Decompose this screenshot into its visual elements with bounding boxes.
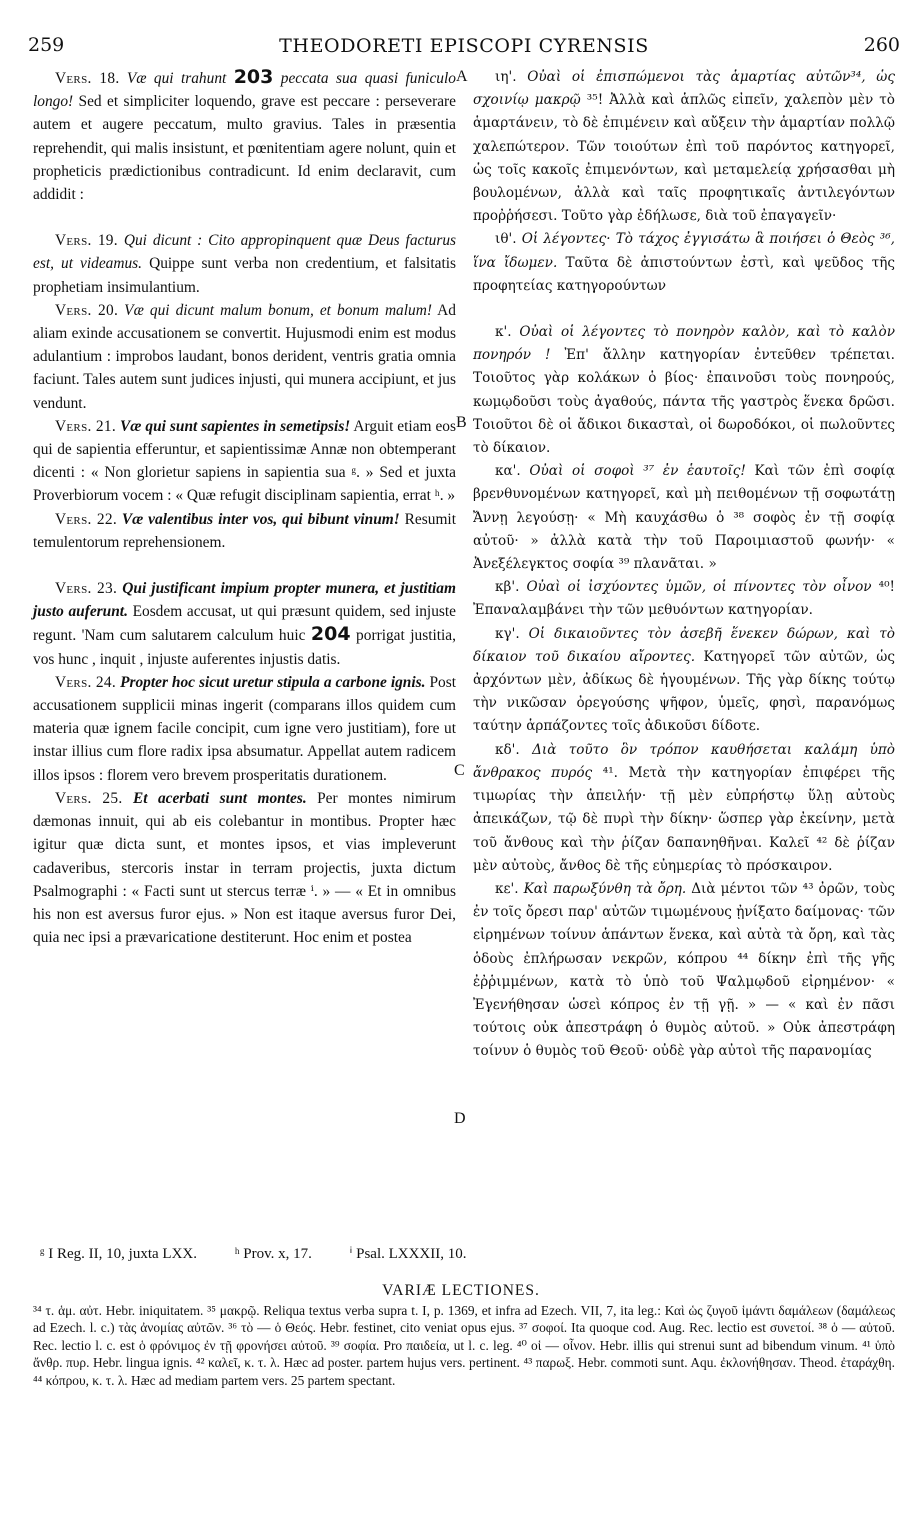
verse-label: Vers. 22. bbox=[55, 510, 117, 528]
variae-lectiones-text: ³⁴ τ. ἁμ. αὐτ. Hebr. iniquitatem. ³⁵ μακρῷ. Reliqua textus verba supra t. I, p. 1369, et infra ad Ezech. VII, 7, ita leg.: Καὶ ὡς ζυγοῦ ἱμάντι δαμάλεων (δαμάλεως ad Ezech. l. c.) τὰς ἀνομίας αὐτῶν. ³⁶ τὸ — ὁ Θεός. Hebr. festinet, cito veniat opus ejus. ³⁷ σοφοί. Ita quoque cod. Aug. Rec. lectio est συνετοί. ³⁸ ὁ — αὐτοῦ. Rec. lectio l. c. est ὁ φρόνιμος ἐν τῇ φρονήσει αὐτοῦ. ³⁹ σοφία. Pro παιδεία, ut l. c. leg. ⁴⁰ οἱ — οἶνον. Hebr. illis qui strenui sunt ad bibendum vinum. ⁴¹ ὑπὸ ἄνθρ. πυρ. Hebr. lingua ignis. ⁴² καλεῖ, κ. τ. λ. Hæc ad poster. partem hujus vers. pertinent. ⁴³ παρωξ. Hebr. commoti sunt. Aqu. ἐκλονήθησαν. Theod. ἐταράχθη. ⁴⁴ κόπρου, κ. τ. λ. Hæc ad mediam partem vers. 25 partem spectant. bbox=[33, 1303, 895, 1388]
commentary-text: Διὰ μέντοι τῶν ⁴³ ὀρῶν, τοὺς ἐν τοῖς ὄρεσι παρ' αὐτῶν τιμωμένους ᾐνίξατο δαίμονας· τῶν εἰρημένων τοίνυν ἁπάντων ἕνεκα, καὶ αὐτὰ τὰ ὄρη, καὶ τὰς ὁδοὺς ἐπλήρωσαν νεκρῶν, κόπρου ⁴⁴ δίκην ἐπὶ τῆς γῆς ἐῤῥιμμένων, κατὰ τὸ ὑπὸ τοῦ Ψαλμῳδοῦ εἰρημένον· « Ἐγενήθησαν ὡσεὶ κόπρος ἐν τῇ γῇ. » — « καὶ ἐν πᾶσι τούτοις οὐκ ἀπεστράφη ὁ θυμὸς αὐτοῦ. » Οὐκ ἀπεστράφη τοίνυν ὁ θυμὸς τοῦ Θεοῦ· οὐδὲ γὰρ αὐτοὶ τῆς παρανομίας bbox=[473, 880, 895, 1060]
lemma-text: Væ qui trahunt bbox=[126, 70, 227, 87]
verse-number: κα'. bbox=[495, 463, 521, 480]
verse-number: κ'. bbox=[495, 324, 512, 341]
running-title: THEODORETI EPISCOPI CYRENSIS bbox=[279, 35, 649, 57]
greek-verse-25 bbox=[473, 878, 895, 1064]
lemma-text: Οὐαὶ οἱ ἐπισπώμενοι τὰς ἁμαρτίας αὐτῶν³⁴, ὡς σχοινίῳ μακρῷ bbox=[473, 69, 895, 109]
footnote-g: ᵍ I Reg. II, 10, juxta LXX. bbox=[40, 1246, 197, 1262]
greek-verse-24 bbox=[473, 739, 895, 878]
greek-verse-20 bbox=[473, 321, 895, 460]
commentary-text: Post accusationem supplicii minas ingerit (comparans illos quidem cum materia quæ ignem facile concipit, cum igne vero justitiam), fore ut instar illius cum flore radix ipsa absumatur. Appellat autem radicem illos ipsos : florem vero brevem prosperitatis durationem. bbox=[33, 673, 456, 784]
greek-column bbox=[473, 66, 895, 1064]
footnote-i: ⁱ Psal. LXXXII, 10. bbox=[349, 1246, 467, 1262]
verse-label: Vers. 24. bbox=[55, 673, 117, 691]
verse-number: κγ'. bbox=[495, 625, 520, 642]
verse-number: κβ'. bbox=[495, 579, 520, 596]
verse-label: Vers. 21. bbox=[55, 417, 117, 435]
variae-lectiones-heading: VARIÆ LECTIONES. bbox=[382, 1282, 540, 1299]
commentary-text: ³⁵! Ἀλλὰ καὶ ἁπλῶς εἰπεῖν, χαλεπὸν μὲν τὸ ἁμαρτάνειν, τὸ δὲ ἐπιμένειν καὶ αὔξειν τὴν ἁμαρτίαν πολλῷ χαλεπώτερον. Τῶν τοιούτων ἐπὶ τοῦ παρόντος κατηγορεῖ, ὡς τοῖς κακοῖς ἐπιμενόντων, καὶ μεταμελείᾳ χρήσασθαι μὴ βουλομένων, ἀλλὰ καὶ ταῖς προφητικαῖς ἀντιλεγόντων προῤῥήσεσι. Τοῦτο γὰρ ἐδήλωσε, διὰ τοῦ ἐπαγαγεῖν· bbox=[473, 92, 895, 225]
verse-number: κδ'. bbox=[495, 741, 520, 758]
greek-verse-19 bbox=[473, 228, 895, 298]
commentary-text: Ταῦτα δὲ ἀπιστούντων ἐστὶ, καὶ ψεῦδος τῆς προφητείας κατηγορούντων bbox=[473, 254, 895, 294]
lemma-text: Οἱ δικαιοῦντες τὸν ἀσεβῆ ἕνεκεν δώρων, καὶ τὸ δίκαιον τοῦ δικαίου αἴροντες. bbox=[473, 625, 895, 665]
lemma-text: Propter hoc sicut uretur stipula a carbone ignis. bbox=[120, 673, 426, 691]
column-marker-b: B bbox=[456, 414, 467, 431]
lemma-text: peccata sua quasi funiculo longo! bbox=[33, 70, 456, 111]
scripture-footnotes bbox=[40, 1244, 501, 1263]
commentary-text: ⁴⁰! Ἐπαναλαμβάνει τὴν τῶν μεθυόντων κατηγορίαν. bbox=[473, 579, 896, 619]
lemma-text: Væ qui dicunt malum bonum, et bonum malum! bbox=[124, 301, 432, 319]
commentary-text: Ἐπ' ἄλλην κατηγορίαν ἐντεῦθεν τρέπεται. Τοιοῦτος γὰρ κολάκων ὁ βίος· ἐπαινοῦσι τοὺς πονηρούς, κωμῳδοῦσι τοὺς ἀγαθούς, πάντα τῆς γαστρὸς ἕνεκα δρῶσι. Τοιοῦτοι δὲ οἱ ἄδικοι δικασταὶ, οἱ δωροδόκοι, οἱ πωλοῦντες τὸ δίκαιον. bbox=[473, 347, 895, 457]
commentary-text: Per montes nimirum dæmonas innuit, qui ab eis colebantur in montibus. Propter hæc igitur quæ dicta sunt, et montes ipsos, et vias impleverunt cadaveribus, stercoris instar in terram projectis, juxta dictum Psalmographi : « Facti sunt ut stercus terræ ⁱ. » — « Et in omnibus his non est aversus furor ejus. » Non est itaque aversus furor Dei, quia nec ipsi a prævaricatione destiterunt. Hoc enim et postea bbox=[33, 789, 456, 947]
latin-column bbox=[33, 66, 456, 949]
latin-verse-24 bbox=[33, 671, 456, 787]
column-marker-d: D bbox=[454, 1110, 466, 1127]
verse-number: ιη'. bbox=[495, 69, 517, 85]
commentary-text: ⁴¹. Μετὰ τὴν κατηγορίαν ἐπιφέρει τῆς τιμωρίας τὴν ἀπειλήν· τῇ μὲν εὐπρήστῳ ὕλῃ αὐτοὺς ἀπεικάζων, τῷ δὲ πυρὶ τὴν δίκην· ὥσπερ γὰρ ἐκείνην, μετὰ τοῦ ἄνθους καὶ τὴν ῥίζαν δαπανηθῆναι. Καλεῖ ⁴² δὲ ῥίζαν μὲν αὐτοὺς, ἄνθος δὲ τῆς εὐημερίας τὸ πρόσκαιρον. bbox=[473, 764, 895, 874]
lemma-text: Qui dicunt : Cito appropinquent quæ Deus facturus est, ut videamus. bbox=[33, 232, 456, 273]
verse-label: Vers. 23. bbox=[55, 580, 118, 598]
latin-verse-23 bbox=[33, 577, 456, 671]
greek-verse-23 bbox=[473, 623, 895, 739]
commentary-text: porrigat justitia, vos hunc , inquit , injuste auferentes injustis datis. bbox=[33, 627, 456, 668]
page-number-left: 259 bbox=[28, 34, 65, 56]
verse-label: Vers. 25. bbox=[55, 789, 123, 807]
lemma-text: Qui justificant impium propter munera, et justitiam justo auferunt. bbox=[33, 580, 456, 621]
column-number: 203 bbox=[233, 66, 274, 88]
latin-verse-21 bbox=[33, 415, 456, 508]
lemma-text: Καὶ παρωξύνθη τὰ ὄρη. bbox=[523, 880, 687, 897]
commentary-text: Arguit etiam eos qui de sapientia efferuntur, et sapientissimæ Annæ non obtemperant dicenti : « Non glorietur sapiens in sapientia sua ᵍ. » Sed et juxta Proverbiorum vocem : « Quæ refugit disciplinam sapientia, errat ʰ. » bbox=[33, 417, 456, 505]
commentary-text: Resumit temulentorum reprehensionem. bbox=[33, 510, 456, 551]
commentary-text: Quippe sunt verba non credentium, et falsitatis prophetiam insimulantium. bbox=[33, 255, 456, 296]
commentary-text: Eosdem accusat, ut qui præsunt quidem, sed injuste regunt. 'Nam cum salutarem calculum huic bbox=[33, 603, 456, 645]
commentary-text: Sed et simpliciter loquendo, grave est peccare : perseverare autem et augere peccatum, multo gravius. Tales in præsentia reprehendit, qui malis insistunt, et pœnitentiam agere nolunt, quin et propheticis prædictionibus contradicunt. Id enim declaravit, cum addidit : bbox=[33, 93, 456, 204]
commentary-text: Κατηγορεῖ τῶν αὐτῶν, ὡς ἀρχόντων μὲν, ἀδίκως δὲ ἡγουμένων. Τῆς γὰρ δίκης τούτῳ τὴν νικῶσαν ὀρεγούσης ψῆφον, ὑμεῖς, φησὶ, παρανόμως ταύτην ἁρπάζοντες τοῖς ἀδικοῦσι δίδοτε. bbox=[473, 648, 895, 735]
column-marker-a: A bbox=[456, 68, 468, 85]
lemma-text: Οὐαὶ οἱ ἰσχύοντες ὑμῶν, οἱ πίνοντες τὸν οἶνον bbox=[526, 579, 872, 596]
commentary-text: Καὶ τῶν ἐπὶ σοφίᾳ βρενθυνομένων κατηγορεῖ, καὶ μὴ πειθομένων τῇ σοφωτάτῃ Ἄννῃ λεγούσῃ· « Μὴ καυχάσθω ὁ ³⁸ σοφὸς ἐν τῇ σοφίᾳ αὐτοῦ· » ἀλλὰ κατὰ τὴν τοῦ Παροιμιαστοῦ φωνήν· « Ἀνεξέλεγκτος σοφία ³⁹ πλανᾶται. » bbox=[473, 463, 895, 573]
lemma-text: Væ valentibus inter vos, qui bibunt vinum! bbox=[121, 510, 400, 528]
latin-verse-25 bbox=[33, 787, 456, 949]
latin-verse-18 bbox=[33, 66, 456, 206]
lemma-text: Διὰ τοῦτο ὃν τρόπον καυθήσεται καλάμη ὑπὸ ἄνθρακος πυρός bbox=[473, 741, 895, 781]
latin-verse-19 bbox=[33, 229, 456, 299]
verse-label: Vers. 19. bbox=[55, 232, 118, 250]
greek-verse-22 bbox=[473, 576, 895, 622]
lemma-text: Væ qui sunt sapientes in semetipsis! bbox=[120, 417, 351, 435]
column-number: 204 bbox=[310, 623, 351, 646]
footnote-h: ʰ Prov. x, 17. bbox=[234, 1246, 312, 1262]
column-marker-c: C bbox=[454, 762, 465, 779]
verse-label: Vers. 20. bbox=[55, 301, 119, 319]
greek-verse-18 bbox=[473, 66, 895, 228]
lemma-text: Οὐαὶ οἱ σοφοὶ ³⁷ ἐν ἑαυτοῖς! bbox=[529, 463, 746, 480]
verse-label: Vers. 18. bbox=[55, 70, 120, 87]
latin-verse-22 bbox=[33, 508, 456, 554]
commentary-text: Ad aliam exinde accusationem se convertit. Hujusmodi enim est modus adulantium : improbos laudant, bonos derident, ventris gratia omnia faciunt. Tales autem sunt judices injusti, qui munera accipiunt, et jus vendunt. bbox=[33, 301, 456, 412]
lemma-text: Οἱ λέγοντες· Τὸ τάχος ἐγγισάτω ἃ ποιήσει ὁ Θεὸς ³⁶, ἵνα ἴδωμεν. bbox=[473, 231, 895, 271]
greek-verse-21 bbox=[473, 460, 895, 576]
lemma-text: Οὐαὶ οἱ λέγοντες τὸ πονηρὸν καλὸν, καὶ τὸ καλὸν πονηρόν ! bbox=[473, 324, 895, 364]
latin-verse-20 bbox=[33, 299, 456, 415]
verse-number: ιθ'. bbox=[495, 231, 517, 248]
page-number-right: 260 bbox=[863, 34, 900, 56]
lemma-text: Et acerbati sunt montes. bbox=[132, 789, 307, 807]
page-header bbox=[28, 34, 900, 60]
verse-number: κε'. bbox=[495, 880, 519, 897]
